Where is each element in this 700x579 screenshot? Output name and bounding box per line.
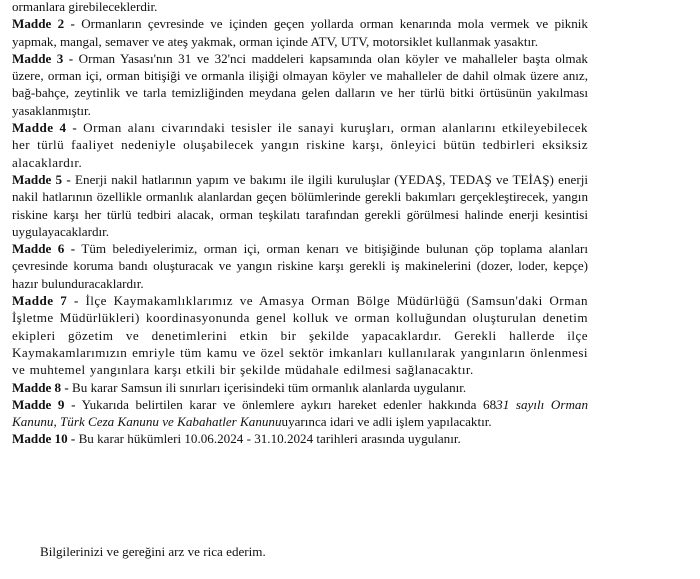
article-text: Tüm belediyelerimiz, orman içi, orman kenarı ve bitişiğinde bulunan çöp toplama alanları çevresinde koruma bandı oluşturacak ve yangın riskine karşı gerekli iş makinelerini (dozer, loder, kepçe) hazır bulunduracaklardır. bbox=[12, 241, 588, 291]
article-text-before: Yukarıda belirtilen karar ve önlemlere aykırı hareket edenler hakkında 68 bbox=[75, 396, 497, 412]
article-text: Bu karar Samsun ili sınırları içerisindeki tüm ormanlık alanlarda uygulanır. bbox=[68, 379, 467, 395]
article-text: Ormanların çevresinde ve içinden geçen yollarda orman kenarında mola vermek ve piknik yapmak, mangal, semaver ve ateş yakmak, orman içinde ATV, UTV, motorsiklet kullanmak yasaktır. bbox=[12, 16, 588, 49]
article-madde-7 bbox=[12, 292, 588, 378]
closing-sentence: Bilgilerinizi ve gereğini arz ve rica ederim. bbox=[40, 544, 266, 559]
article-label: Madde 7 - bbox=[12, 293, 79, 309]
article-text: Orman alanı civarındaki tesisler ile sanayi kuruşları, orman alanlarını etkileyebilecek her türlü faaliyet nedeniyle oluşabilecek yangın riskine karşı, önleyici bütün tedbirleri eksiksiz alacaklardır. bbox=[12, 120, 588, 170]
article-madde-5 bbox=[12, 171, 588, 240]
article-madde-9 bbox=[12, 396, 588, 431]
article-label: Madde 8 - bbox=[12, 379, 69, 395]
article-text: Enerji nakil hatlarının yapım ve bakımı ile ilgili kuruluşlar (YEDAŞ, TEDAŞ ve TEİAŞ) enerji nakil hatlarının özellikle ormanlık alanlardan geçen bölümlerinde gerekli bakımları gerçekleştirecek, yangın riskine karşı her türlü tedbiri alacak, orman teşkilatı tarafından gerekli görülmesi halinde enerji kesintisi uygulayacaklardır. bbox=[12, 171, 588, 239]
article-label: Madde 4 - bbox=[12, 120, 78, 136]
intro-tail: ormanlara girebileceklerdir. bbox=[12, 0, 158, 14]
article-madde-4 bbox=[12, 119, 588, 171]
article-madde-10 bbox=[12, 430, 588, 447]
article-text-after: uyarınca idari ve adli işlem yapılacaktır. bbox=[281, 414, 492, 430]
article-text-italic: 31 sayılı Orman Kanunu, Türk Ceza Kanunu ve Kabahatler Kanunu bbox=[12, 396, 588, 430]
article-text: İlçe Kaymakamlıklarımız ve Amasya Orman Bölge Müdürlüğü (Samsun'daki Orman İşletme Müdürlükleri) koordinasyonunda genel kolluk ve orman kolluğundan oluşturulan denetim ekipleri gözetim ve denetimlerini etkin bir şekilde yapacaklardır. Gerekli hallerde ilçe Kaymakamlarımızın emriyle tüm kamu ve özel sektör imkanları kullanılarak yangınların önlenmesi ve muhtemel yangınlara karşı etkili bir şekilde müdahale edilmesi sağlanacaktır. bbox=[12, 293, 588, 378]
article-madde-8 bbox=[12, 379, 588, 396]
article-madde-3 bbox=[12, 50, 588, 119]
article-text: Bu karar hükümleri 10.06.2024 - 31.10.2024 tarihleri arasında uygulanır. bbox=[75, 431, 461, 447]
article-madde-6 bbox=[12, 240, 588, 292]
article-label: Madde 9 - bbox=[12, 396, 76, 412]
article-label: Madde 6 - bbox=[12, 241, 76, 257]
article-text: Orman Yasası'nın 31 ve 32'nci maddeleri kapsamında olan köyler ve mahalleler başta olmak üzere, orman içi, orman bitişiği ve ormanla ilişiği olmayan köyler ve mahalleler de dahil olmak üzere anız, bağ-bahçe, zeytinlik ve tarla temizliğinden meydana gelen dalların ve her türlü bitki örtüsünün yakılması yasaklanmıştır. bbox=[12, 50, 588, 118]
article-label: Madde 2 - bbox=[12, 16, 75, 32]
article-madde-2 bbox=[12, 15, 588, 50]
article-label: Madde 10 - bbox=[12, 431, 76, 447]
article-label: Madde 5 - bbox=[12, 171, 71, 187]
document-body bbox=[12, 0, 588, 448]
article-label: Madde 3 - bbox=[12, 50, 74, 66]
